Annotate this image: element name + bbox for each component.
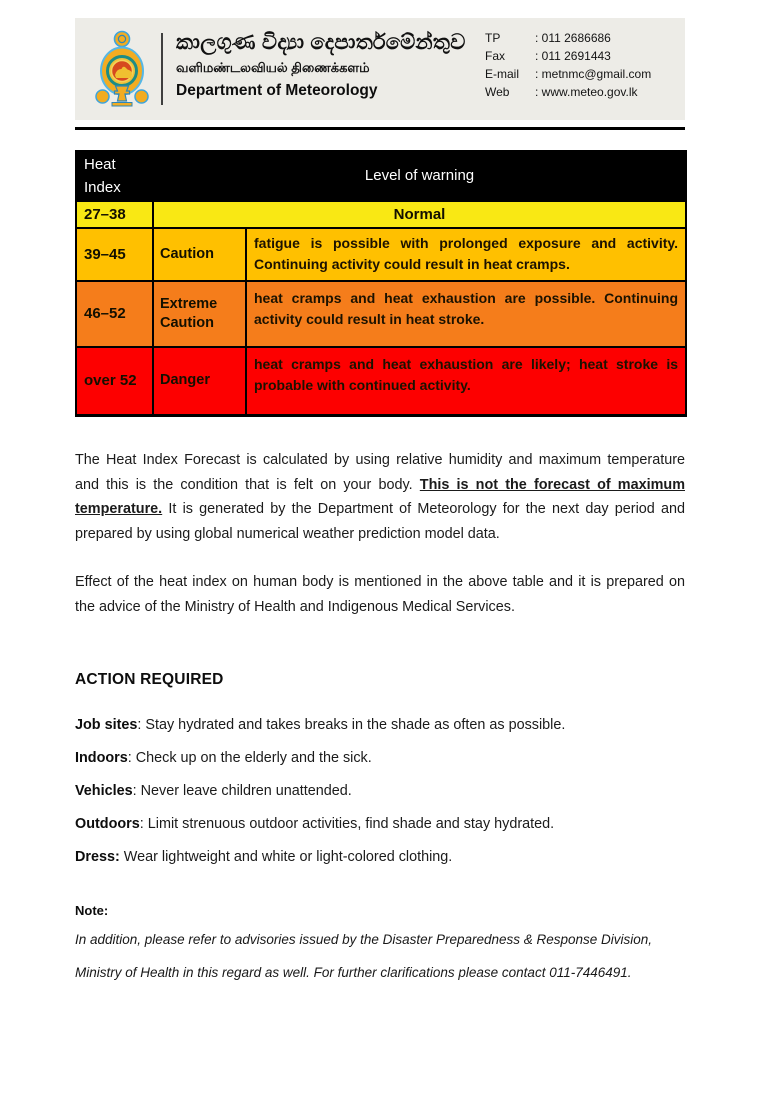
contact-info bbox=[485, 31, 651, 100]
forecast-explanation-paragraph bbox=[75, 448, 685, 546]
contact-label-email: E-mail bbox=[485, 67, 520, 81]
table-row-extreme-caution bbox=[76, 281, 686, 347]
table-row-caution bbox=[76, 228, 686, 281]
contact-value-email: : metnmc@gmail.com bbox=[535, 67, 652, 81]
table-header-row bbox=[76, 151, 686, 201]
sri-lanka-national-emblem-logo bbox=[95, 30, 149, 108]
heat-index-header-cell: Heat Index bbox=[76, 151, 153, 201]
department-title-tamil: வளிமண்டலவியல் திணைக்களம் bbox=[176, 60, 370, 75]
contact-label-web: Web bbox=[485, 85, 510, 99]
range-cell: 46–52 bbox=[76, 281, 153, 347]
action-item-indoors bbox=[75, 748, 685, 768]
document-page bbox=[75, 18, 685, 989]
contact-value-fax: : 011 2691443 bbox=[535, 49, 611, 63]
p1-text-after: It is generated by the Department of Meteorology for the next day period and prepared by using global numerical weather prediction model data. bbox=[75, 501, 685, 542]
action-item-outdoors bbox=[75, 814, 685, 834]
action-label: Job sites bbox=[75, 717, 138, 733]
level-cell: Caution bbox=[153, 228, 246, 281]
table-row-danger bbox=[76, 347, 686, 416]
table-row-normal bbox=[76, 201, 686, 228]
contact-label-fax: Fax bbox=[485, 49, 506, 63]
action-label: Outdoors bbox=[75, 816, 140, 832]
level-cell: Danger bbox=[153, 347, 246, 416]
action-label: Dress: bbox=[75, 849, 120, 865]
contact-value-tp: : 011 2686686 bbox=[535, 31, 611, 45]
contact-value-web: : www.meteo.gov.lk bbox=[535, 85, 638, 99]
department-title-english: Department of Meteorology bbox=[176, 82, 378, 99]
action-colon: : bbox=[127, 750, 136, 766]
note-heading: Note: bbox=[75, 903, 109, 918]
action-required-heading: ACTION REQUIRED bbox=[75, 671, 224, 688]
range-cell: 27–38 bbox=[76, 201, 153, 228]
level-cell: Extreme Caution bbox=[153, 281, 246, 347]
description-cell: fatigue is possible with prolonged exposure and activity. Continuing activity could result in heat cramps. bbox=[246, 228, 686, 281]
action-text: Never leave children unattended. bbox=[140, 783, 352, 799]
header-rule bbox=[75, 127, 685, 130]
description-cell: heat cramps and heat exhaustion are possible. Continuing activity could result in heat stroke. bbox=[246, 281, 686, 347]
action-colon: : bbox=[132, 783, 141, 799]
heat-index-warning-table bbox=[75, 150, 687, 418]
contact-label-tp: TP bbox=[485, 31, 501, 45]
note-text: In addition, please refer to advisories issued by the Disaster Preparedness & Response Division, Ministry of Health in this regard as well. For further clarifications please contact 011-7446491. bbox=[75, 932, 653, 980]
emblem-icon bbox=[95, 30, 149, 108]
action-text: Check up on the elderly and the sick. bbox=[135, 750, 372, 766]
level-of-warning-header-cell: Level of warning bbox=[153, 151, 686, 201]
action-label: Vehicles bbox=[75, 783, 133, 799]
description-cell: heat cramps and heat exhaustion are likely; heat stroke is probable with continued activity. bbox=[246, 347, 686, 416]
action-colon: : bbox=[137, 717, 146, 733]
letterhead bbox=[75, 18, 685, 120]
header-divider bbox=[161, 33, 163, 105]
action-item-job-sites bbox=[75, 715, 685, 735]
action-item-dress bbox=[75, 847, 685, 867]
range-cell: over 52 bbox=[76, 347, 153, 416]
action-text: Stay hydrated and takes breaks in the shade as often as possible. bbox=[145, 717, 566, 733]
range-cell: 39–45 bbox=[76, 228, 153, 281]
action-text: Limit strenuous outdoor activities, find shade and stay hydrated. bbox=[147, 816, 555, 832]
action-item-vehicles bbox=[75, 781, 685, 801]
level-cell: Normal bbox=[153, 201, 686, 228]
action-label: Indoors bbox=[75, 750, 128, 766]
action-colon: : bbox=[139, 816, 148, 832]
p1-bold-underline-phrase: This is not the forecast of maximum temperature. bbox=[75, 476, 685, 517]
health-advice-paragraph: Effect of the heat index on human body is mentioned in the above table and it is prepared on the advice of the Ministry of Health and Indigenous Medical Services. bbox=[75, 574, 685, 615]
p1-text-before: The Heat Index Forecast is calculated by using relative humidity and maximum temperature and this is the condition that is felt on your body. bbox=[75, 452, 685, 493]
department-title-sinhala: කාලගුණ විද්‍යා දෙපාර්තමේන්තුව bbox=[176, 31, 466, 54]
action-text: Wear lightweight and white or light-colored clothing. bbox=[123, 849, 453, 865]
